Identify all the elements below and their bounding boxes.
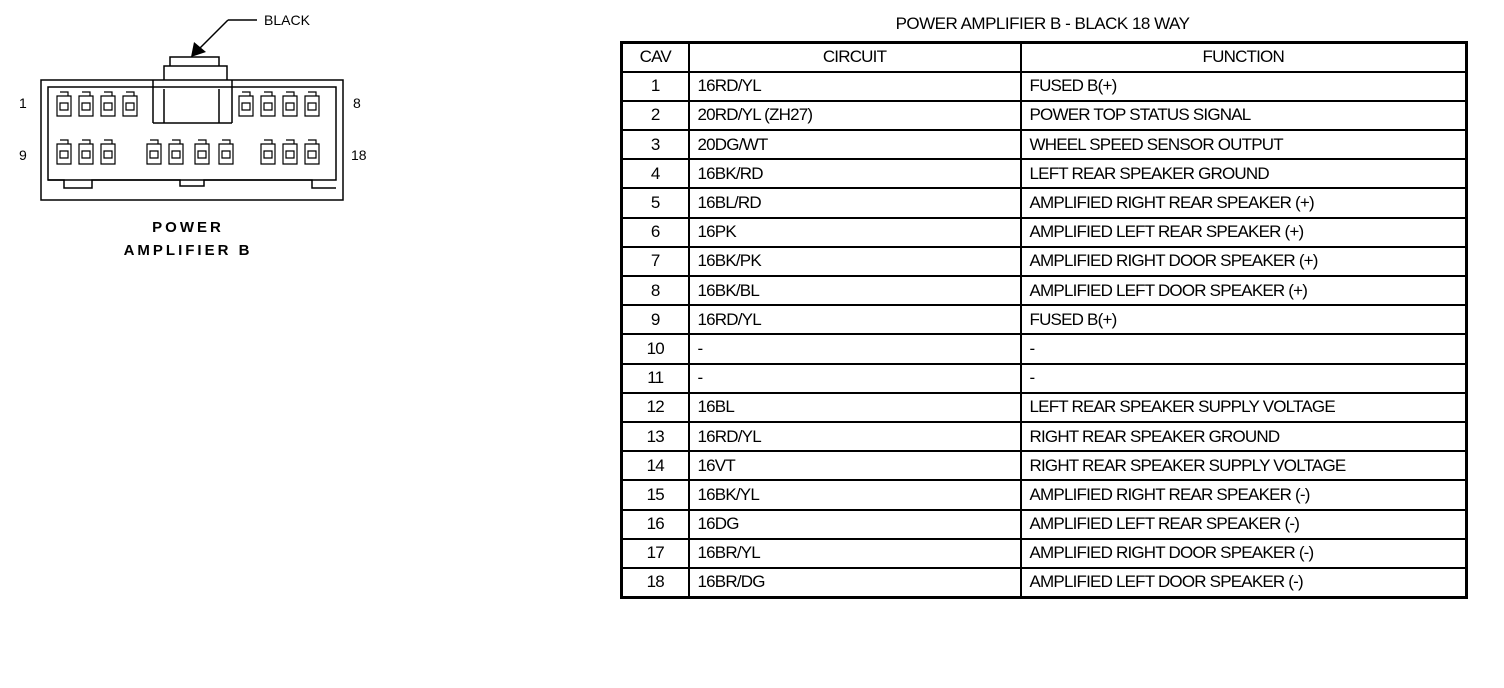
- table-row: [622, 539, 1467, 568]
- cell-function: AMPLIFIED RIGHT REAR SPEAKER (+): [1021, 188, 1467, 217]
- cell-function: AMPLIFIED LEFT DOOR SPEAKER (+): [1021, 276, 1467, 305]
- cell-cav: 8: [622, 276, 689, 305]
- connector-caption-line2: AMPLIFIER B: [123, 242, 253, 259]
- table-row: [622, 247, 1467, 276]
- table-row: [622, 568, 1467, 597]
- cell-circuit: 16BK/RD: [689, 159, 1021, 188]
- cell-function: LEFT REAR SPEAKER GROUND: [1021, 159, 1467, 188]
- cell-circuit: 16BK/BL: [689, 276, 1021, 305]
- cell-cav: 2: [622, 101, 689, 130]
- pin-label-8: 8: [353, 95, 361, 111]
- connector-housing: [41, 57, 343, 200]
- pin-function-table: [620, 41, 1468, 599]
- cell-cav: 17: [622, 539, 689, 568]
- connector-caption-line1: POWER: [152, 219, 224, 236]
- table-row: [622, 130, 1467, 159]
- cell-function: AMPLIFIED RIGHT REAR SPEAKER (-): [1021, 480, 1467, 509]
- cell-function: -: [1021, 364, 1467, 393]
- cell-cav: 15: [622, 480, 689, 509]
- cell-function: RIGHT REAR SPEAKER GROUND: [1021, 422, 1467, 451]
- cell-circuit: 16BL/RD: [689, 188, 1021, 217]
- cell-function: AMPLIFIED LEFT DOOR SPEAKER (-): [1021, 568, 1467, 597]
- connector-diagram: [0, 0, 600, 688]
- cell-function: POWER TOP STATUS SIGNAL: [1021, 101, 1467, 130]
- cell-function: AMPLIFIED LEFT REAR SPEAKER (-): [1021, 510, 1467, 539]
- cell-circuit: 16BR/YL: [689, 539, 1021, 568]
- cell-circuit: 16BR/DG: [689, 568, 1021, 597]
- table-row: [622, 393, 1467, 422]
- cell-circuit: 20RD/YL (ZH27): [689, 101, 1021, 130]
- cell-circuit: 16VT: [689, 451, 1021, 480]
- cell-function: FUSED B(+): [1021, 72, 1467, 101]
- table-row: [622, 276, 1467, 305]
- cell-cav: 11: [622, 364, 689, 393]
- cell-circuit: -: [689, 364, 1021, 393]
- header-circuit: CIRCUIT: [689, 43, 1021, 72]
- cell-cav: 3: [622, 130, 689, 159]
- header-function: FUNCTION: [1021, 43, 1467, 72]
- table-row: [622, 510, 1467, 539]
- cell-cav: 1: [622, 72, 689, 101]
- cell-cav: 9: [622, 305, 689, 334]
- cell-circuit: 16RD/YL: [689, 305, 1021, 334]
- table-title: POWER AMPLIFIER B - BLACK 18 WAY: [895, 14, 1190, 33]
- cell-function: AMPLIFIED RIGHT DOOR SPEAKER (-): [1021, 539, 1467, 568]
- cell-circuit: 20DG/WT: [689, 130, 1021, 159]
- cell-cav: 4: [622, 159, 689, 188]
- cell-function: AMPLIFIED RIGHT DOOR SPEAKER (+): [1021, 247, 1467, 276]
- cell-cav: 5: [622, 188, 689, 217]
- cell-cav: 18: [622, 568, 689, 597]
- cell-cav: 13: [622, 422, 689, 451]
- cell-cav: 10: [622, 334, 689, 363]
- table-row: [622, 364, 1467, 393]
- cell-function: WHEEL SPEED SENSOR OUTPUT: [1021, 130, 1467, 159]
- table-header-row: [622, 43, 1467, 72]
- cell-cav: 6: [622, 218, 689, 247]
- cell-function: AMPLIFIED LEFT REAR SPEAKER (+): [1021, 218, 1467, 247]
- cell-function: LEFT REAR SPEAKER SUPPLY VOLTAGE: [1021, 393, 1467, 422]
- cell-function: -: [1021, 334, 1467, 363]
- table-row: [622, 72, 1467, 101]
- table-row: [622, 422, 1467, 451]
- table-row: [622, 159, 1467, 188]
- table-row: [622, 334, 1467, 363]
- pin-label-18: 18: [351, 147, 367, 163]
- cell-circuit: 16BL: [689, 393, 1021, 422]
- cell-circuit: -: [689, 334, 1021, 363]
- table-row: [622, 188, 1467, 217]
- cell-circuit: 16DG: [689, 510, 1021, 539]
- cell-circuit: 16BK/YL: [689, 480, 1021, 509]
- cell-cav: 16: [622, 510, 689, 539]
- table-row: [622, 101, 1467, 130]
- cell-function: RIGHT REAR SPEAKER SUPPLY VOLTAGE: [1021, 451, 1467, 480]
- cell-circuit: 16PK: [689, 218, 1021, 247]
- header-cav: CAV: [622, 43, 689, 72]
- cell-circuit: 16RD/YL: [689, 72, 1021, 101]
- cell-cav: 7: [622, 247, 689, 276]
- cell-circuit: 16BK/PK: [689, 247, 1021, 276]
- cell-circuit: 16RD/YL: [689, 422, 1021, 451]
- pin-label-9: 9: [19, 147, 27, 163]
- cell-function: FUSED B(+): [1021, 305, 1467, 334]
- table-row: [622, 218, 1467, 247]
- table-row: [622, 451, 1467, 480]
- table-row: [622, 480, 1467, 509]
- table-row: [622, 305, 1467, 334]
- color-label-arrow: [191, 20, 257, 57]
- connector-color-label: BLACK: [264, 12, 310, 28]
- pin-label-1: 1: [19, 95, 27, 111]
- cell-cav: 12: [622, 393, 689, 422]
- cell-cav: 14: [622, 451, 689, 480]
